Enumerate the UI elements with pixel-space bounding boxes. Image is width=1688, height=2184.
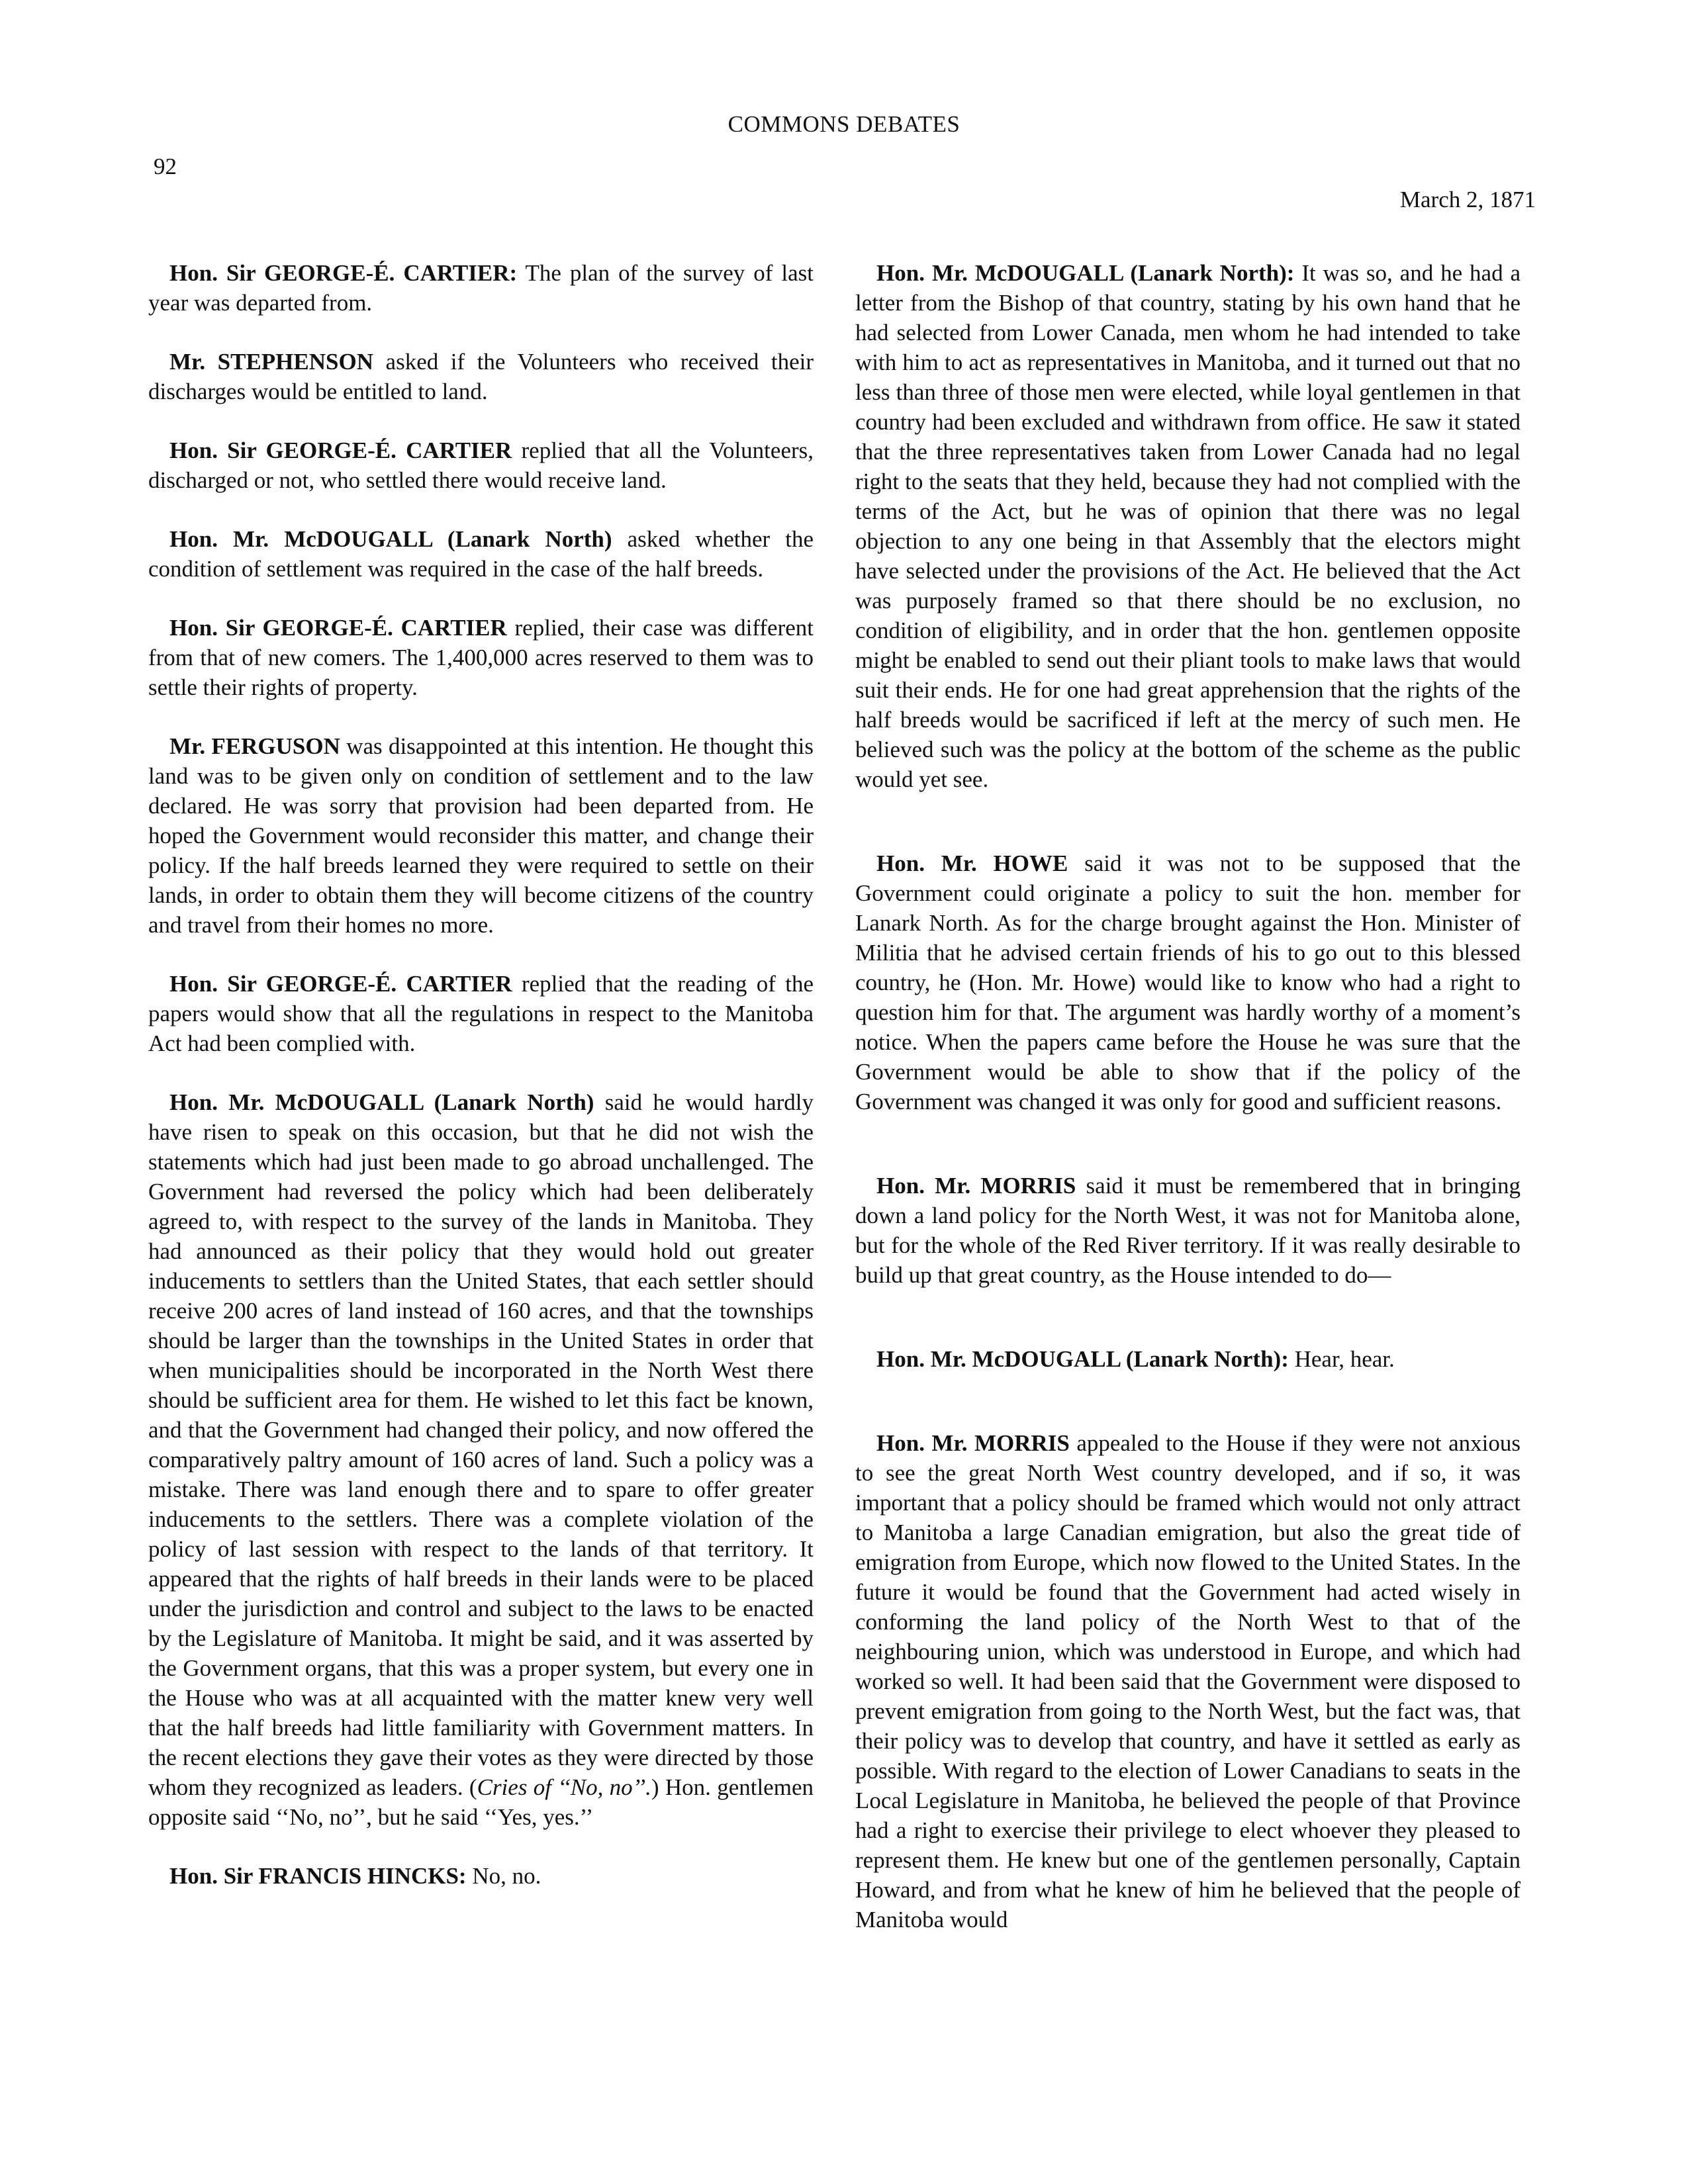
page-date: March 2, 1871 — [1399, 187, 1536, 212]
speech-text: replied, their case was different from that of new comers. The 1,400,000 acres reserved to them was to settle their rights of property. — [148, 615, 814, 700]
speech-text: replied that the reading of the papers would show that all the regulations in respect to the Manitoba Act had been complied with. — [148, 971, 814, 1056]
speech-paragraph — [855, 1428, 1521, 1934]
speaker-name: Hon. Sir GEORGE-É. CARTIER — [169, 615, 507, 641]
speaker-name: Hon. Sir GEORGE-É. CARTIER — [169, 437, 512, 463]
speaker-name: Hon. Mr. McDOUGALL (Lanark North) — [169, 526, 612, 552]
speech-paragraph — [855, 848, 1521, 1116]
speech-text: Hear, hear. — [1288, 1346, 1395, 1372]
speaker-name: Hon. Mr. HOWE — [876, 850, 1068, 876]
speech-paragraph — [148, 1861, 814, 1891]
speech-paragraph — [148, 1087, 814, 1832]
speech-paragraph — [148, 613, 814, 702]
speech-text: said it was not to be supposed that the Government could originate a policy to suit the hon. member for Lanark North. As for the charge brought against the Hon. Minister of Militia that he advised certain friends of his to go out to this blessed country, he (Hon. Mr. Howe) would like to know who had a right to question him for that. The argument was hardly worthy of a moment’s notice. When the papers came before the House he was sure that the Government would be able to show that if the policy of the Government was changed it was only for good and sufficient reasons. — [855, 850, 1521, 1115]
speaker-name: Hon. Mr. McDOUGALL (Lanark North) — [169, 1089, 594, 1115]
page-number: 92 — [154, 154, 177, 179]
speaker-name: Hon. Sir GEORGE-É. CARTIER — [169, 971, 512, 997]
speech-text: The plan of the survey of last year was departed from. — [148, 260, 814, 316]
speaker-name: Mr. FERGUSON — [169, 733, 340, 759]
speech-text: asked if the Volunteers who received their discharges would be entitled to land. — [148, 349, 814, 404]
speech-paragraph — [148, 258, 814, 318]
speaker-name: Hon. Sir GEORGE-É. CARTIER: — [169, 260, 518, 286]
speaker-name: Hon. Mr. McDOUGALL (Lanark North): — [876, 1346, 1289, 1372]
speech-paragraph — [148, 731, 814, 940]
speech-text: appealed to the House if they were not anxious to see the great North West country developed, and if so, it was important that a policy should be framed which would not only attract to Manitoba a large Canadian emigration, but also the great tide of emigration from Europe, which now flowed to the United States. In the future it would be found that the Government had acted wisely in conforming the land policy of the North West to that of the neighbouring union, which was understood in Europe, and which had worked so well. It had been said that the Government were disposed to prevent emigration from going to the North West, but the fact was, that their policy was to develop that country, and have it settled as early as possible. With regard to the election of Lower Canadians to seats in the Local Legislature in Manitoba, he believed the people of that Province had a right to exercise their privilege to elect whoever they pleased to represent them. He knew but one of the gentlemen personally, Captain Howard, and from what he knew of him he believed that the people of Manitoba would — [855, 1430, 1521, 1933]
speaker-name: Mr. STEPHENSON — [169, 349, 373, 375]
speech-paragraph — [855, 1344, 1521, 1374]
speaker-name: Hon. Mr. MORRIS — [876, 1430, 1070, 1456]
speech-paragraph — [855, 1171, 1521, 1290]
speech-text: said he would hardly have risen to speak on this occasion, but that he did not wish the statements which had just been made to go abroad unchallenged. The Government had reversed the policy which had been deliberately agreed to, with respect to the survey of the lands in Manitoba. They had announced as their policy that they would hold out greater inducements to settlers than the United States, that each settler should receive 200 acres of land instead of 160 acres, and that the townships should be larger than the townships in the United States in order that when municipalities should be incorporated in the North West there should be sufficient area for them. He wished to let this fact be known, and that the Government had changed their policy, and now offered the comparatively paltry amount of 160 acres of land. Such a policy was a mistake. There was land enough there and to spare to offer greater inducements to the settlers. There was a complete violation of the policy of last session with respect to the lands of that territory. It appeared that the rights of half breeds in their lands were to be placed under the jurisdiction and control and subject to the laws to be enacted by the Legislature of Manitoba. It might be said, and it was asserted by the Government organs, that this was a proper system, but every one in the House who was at all acquainted with the matter knew very well that the half breeds had little familiarity with Government matters. In the recent elections they gave their votes as they were directed by those whom they recognized as leaders. ( — [148, 1089, 814, 1800]
speaker-name: Hon. Sir FRANCIS HINCKS: — [169, 1863, 467, 1889]
speech-paragraph — [855, 258, 1521, 794]
speaker-name: Hon. Mr. McDOUGALL (Lanark North): — [876, 260, 1295, 286]
speech-text: It was so, and he had a letter from the Bishop of that country, stating by his own hand that he had selected from Lower Canada, men whom he had intended to take with him to act as representatives in Manitoba, and it turned out that no less than three of those men were elected, while loyal gentlemen in that country had been excluded and withdrawn from office. He saw it stated that the three representatives taken from Lower Canada had no legal right to the seats that they held, because they had not complied with the terms of the Act, but he was of opinion that there was no legal objection to any one being in that Assembly that the electors might have selected under the provisions of the Act. He believed that the Act was purposely framed so that there should be no exclusion, no condition of eligibility, and in order that the hon. gentlemen opposite might be enabled to send out their pliant tools to make laws that would suit their ends. He for one had great apprehension that the rights of the half breeds would be sacrificed if left at the mercy of such men. He believed such was the policy at the bottom of the scheme as the public would yet see. — [855, 260, 1521, 792]
speech-paragraph — [148, 969, 814, 1058]
speech-text: No, no. — [466, 1863, 541, 1889]
speech-paragraph — [148, 524, 814, 584]
left-column — [148, 258, 814, 1920]
speech-text: replied that all the Volunteers, discharged or not, who settled there would receive land. — [148, 437, 814, 493]
running-header: COMMONS DEBATES — [727, 111, 961, 137]
speech-text-continued: ) Hon. gentlemen opposite said ‘‘No, no’’, but he said ‘‘Yes, yes.’’ — [148, 1774, 814, 1830]
speech-paragraph — [148, 347, 814, 406]
right-column — [855, 258, 1521, 1964]
speech-text: asked whether the condition of settlement was required in the case of the half breeds. — [148, 526, 814, 582]
speech-text: said it must be remembered that in bringing down a land policy for the North West, it was not for Manitoba alone, but for the whole of the Red River territory. If it was really desirable to build up that great country, as the House intended to do— — [855, 1173, 1521, 1288]
speech-paragraph — [148, 435, 814, 495]
interjection-text: Cries of ‘‘No, no’’. — [477, 1774, 651, 1800]
speaker-name: Hon. Mr. MORRIS — [876, 1173, 1076, 1199]
speech-text: was disappointed at this intention. He thought this land was to be given only on condition of settlement and to the law declared. He was sorry that provision had been departed from. He hoped the Government would reconsider this matter, and change their policy. If the half breeds learned they were required to settle on their lands, in order to obtain them they will become citizens of the country and travel from their homes no more. — [148, 733, 814, 938]
